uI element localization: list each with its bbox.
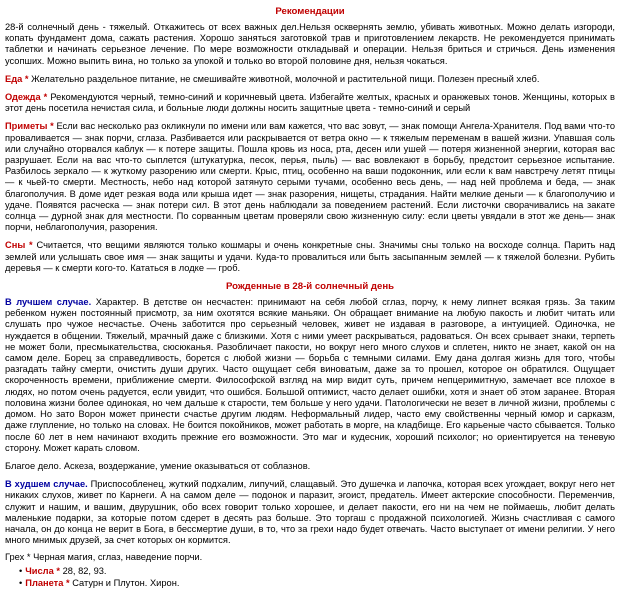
list-item bbox=[19, 566, 615, 577]
paragraph-clothes-text: Рекомендуются черный, темно-синий и коричневый цвета. Избегайте желтых, красных и оранжевых тонов. Женщины, которых в этот день посетила нечистая сила, и больные люди должны носить защитные цвета - темно-синий и серый bbox=[5, 92, 615, 114]
paragraph-food-label: Еда * bbox=[5, 73, 29, 84]
paragraph-omens-label: Приметы * bbox=[5, 121, 54, 132]
paragraph-good-deed bbox=[5, 461, 615, 472]
paragraph-worst-case-text: Приспособленец, жуткий подхалим, липучий, слащавый. Это душечка и лапочка, которая всех угождает, вокруг него нет никаких слухов, живет по Карнеги. А на самом деле — подонок и паразит, эгоист, предатель. Имеет актерские способности. Переменчив, служит и нашим, и вашим, двурушник, обо всех говорит только хорошее, и делает пакости, его ни на чем не поймаешь, любит делать маленькие подарки, за которые потом сдерет в десять раз больше. Это торгаш с продажной психологией. Жизнь счастливая с самого начала, он до конца не верит в Бога, в бессмертие души, в то, что за грехи надо будет отвечать. Часто выступает от имени религии. У него много мнимых друзей, за счет которых он кормится. bbox=[5, 479, 616, 546]
facts-list bbox=[5, 566, 615, 589]
paragraph-good-deed-text: Благое дело. Аскеза, воздержание, умение оказываться от соблазнов. bbox=[5, 460, 311, 471]
paragraph-clothes-label: Одежда * bbox=[5, 92, 48, 103]
paragraph-best-case-label: В лучшем случае. bbox=[5, 297, 92, 308]
fact-value-numbers: 28, 82, 93. bbox=[62, 565, 107, 576]
fact-label-planet: Планета * bbox=[25, 577, 70, 588]
paragraph-sin: Грех * Черная магия, сглаз, наведение порчи. bbox=[5, 552, 203, 563]
paragraph-general-text: 28-й солнечный день - тяжелый. Откажитесь от всех важных дел.Нельзя осквернять землю, убивать животных. Можно делать изгороди, копать фундамент дома, сажать растения. Хорошо заняться заготовкой трав и приготовлением лекарств. Не рекомендуется принимать таблетки и начинать серьезное лечение. По мере возможности откладывай и операции. Нельзя бриться и стричься. День изменения усопших. Можно выпить вина, но только за упокой и только во второй половине дня, нельзя чокаться. bbox=[5, 22, 615, 66]
paragraph-clothes bbox=[5, 92, 615, 114]
page-title-recommendations: Рекомендации bbox=[275, 6, 345, 17]
list-item bbox=[19, 578, 615, 589]
paragraph-general bbox=[5, 22, 615, 67]
paragraph-dreams-label: Сны * bbox=[5, 240, 33, 251]
fact-value-planet: Сатурн и Плутон. Хирон. bbox=[72, 577, 180, 588]
paragraph-dreams bbox=[5, 240, 615, 274]
paragraph-best-case-text: Характер. В детстве он несчастен: принимают на себя любой сглаз, порчу, к нему липнет всякая грязь. За таким ребенком нужен постоянный присмотр, за ним охотятся всякие маньяки. Он обращает внимание на любую пакость и любит читать или слушать про чужое несчастье. Очень заботится про серьезный человек, живет не издавая в разговоре, а интуицией. Одиночка, не нуждается в общении. Тяжелый, мрачный даже с близкими. Хотя с ними умеет раскрываться, радоваться. Он всех срывает знаки, терпеть не может боли, пресмыкательства, сюсюканья. Разобличает пакости, но вокруг него много слухов и сплетен, никто не знает, какой он на самом деле. Борец за справедливость, борется с любой жизни — борьба с темными силами. Ему дана долгая жизнь для того, чтобы разгадать тайну смерти, очистить души других. Часто ощущает себя виноватым, даже за то прошел, которое он обратился. Ощущает скороченность времени, приближение смерти. Философской взгляд на мир видит суть, причем непцеримитную, замечает все плохое в людях, но потом очень радуется, если увидит, что ошибся. Большой оптимист, часто делает ошибки, хотя и знает об этом заранее. Вторая половина жизни более одинокая, но чем дальше к старости, тем больше у него удачи. Патологически не везет в личной жизни, проблемы с домом. Но зато Ворон может принести счастье другим людям. Неформальный лидер, часто ему свойственны черный юмор и сарказм, даже глупление, но только на словах. Не боится покойников, может работать в морге, на кладбище. Его карьеные часто сбывается. Только после 60 лет в нем начинают входить прежние его возможности. Это маг и кудесник, хороший психолог; но ориентируется на теневую сторону. Может карать словом. bbox=[5, 297, 615, 453]
fact-label-numbers: Числа * bbox=[25, 565, 60, 576]
bullet-icon: • bbox=[19, 577, 23, 588]
paragraph-best-case bbox=[5, 297, 615, 454]
paragraph-food bbox=[5, 74, 615, 85]
bullet-icon: • bbox=[19, 565, 23, 576]
paragraph-worst-case bbox=[5, 479, 615, 546]
paragraph-worst-case-label: В худшем случае. bbox=[5, 479, 88, 490]
paragraph-dreams-text: Считается, что вещими являются только кошмары и очень конкретные сны. Значимы сны только на восходе солнца. Парить над землей или услышать свое имя — знак защиты и удачи. Куда-то провалиться или быть засыпанным землей — к тяжелой болезни. Рубить деревья — к смерти кого-то. Кататься в лодке — гроб. bbox=[5, 240, 615, 273]
page-title-born: Рожденные в 28-й солнечный день bbox=[225, 281, 395, 293]
paragraph-food-text: Желательно раздельное питание, не смешивайте животной, молочной и растительной пищи. Полезен пресный хлеб. bbox=[31, 73, 540, 84]
paragraph-omens bbox=[5, 121, 615, 233]
paragraph-omens-text: Если вас несколько раз окликнули по имени или вам кажется, что вас зовут, — знак помощи Ангела-Хранителя. Под вами что-то проваливается — знак порчи, сглаза. Разбивается или раскрывается от ветра окно — к тяжелым переменам в вашей жизни. Упавшая соль или случайно оторвался каблук — к потере защиты. Пошла кровь из носа, рта, десен или ушей — потеря жизненной энергии, которая вас разрушает. Если на вас что-то сыплется (штукатурка, песок, перья, пыль) — вас вовлекают в борьбу, предстоит серьезное испытание. Разбилось зеркало — к жуткому разорению или смерти. Крыс, птиц, особенно на ваши подоконник, или если к вам навстречу летят птицы — к чьей-то смерти. Местность, небо над которой затянуто серыми тучами, особенно весь день, — над ней проблема и беда, — знак благополучия. В доме идет резкая вода или крыша идет — знак разорения, нищеты, страдания. Найти мелкие деньги — к благополучию и удаче. Появятся расческа — знак потери сил. В этот день наблюдали за поведением растений. Если листочки сворачивались на закате солнца — дурной знак для местности. По сорванным цветам проверяли свою жизненную силу: если цветы увядали в этот же день— знак порчи, неблагополучия, разорения. bbox=[5, 121, 615, 233]
